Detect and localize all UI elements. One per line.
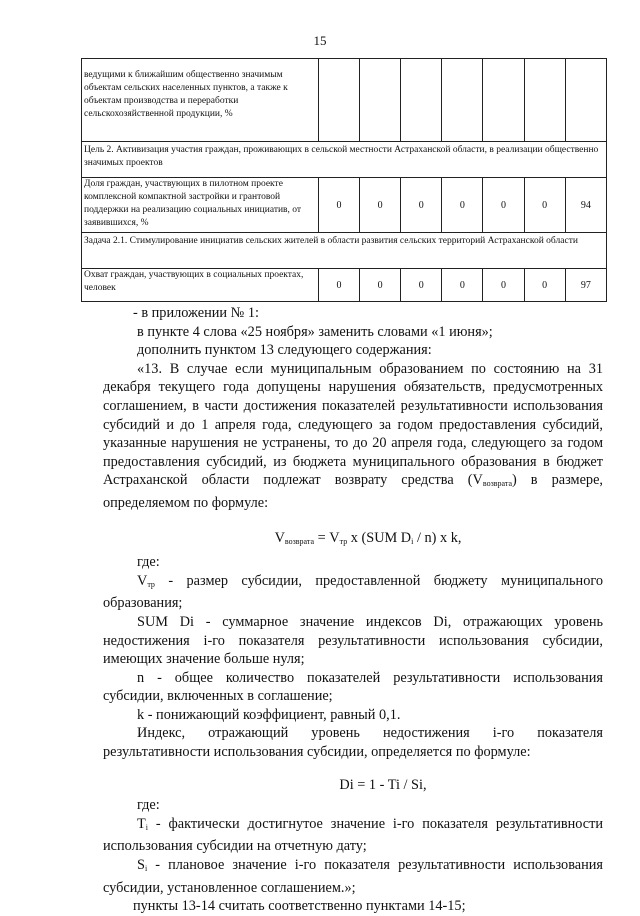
text-run: T	[137, 815, 146, 832]
formula-part: x (SUM D	[347, 529, 412, 546]
indicators-table	[81, 58, 607, 302]
table-cell: 0	[401, 269, 442, 302]
table-cell	[524, 59, 565, 142]
subscript: i	[411, 536, 414, 546]
formula-refund	[103, 529, 603, 552]
table-cell	[318, 59, 359, 142]
table-cell	[442, 59, 483, 142]
goal-heading: Цель 2. Активизация участия граждан, проживающих в сельской местности Астраханской области, в реализации общественно значимых проектов	[82, 142, 607, 178]
subscript: тр	[339, 536, 348, 546]
paragraph: пункты 13-14 считать соответственно пунктами 14-15;	[133, 898, 466, 915]
subscript: возврата	[482, 479, 512, 489]
paragraph: в пункте 4 слова «25 ноября» заменить словами «1 июня»;	[137, 323, 493, 340]
table-cell: 0	[524, 269, 565, 302]
table-cell	[483, 59, 524, 142]
paragraph	[103, 360, 603, 513]
paragraph: k - понижающий коэффициент, равный 0,1.	[137, 706, 401, 723]
paragraph	[103, 572, 603, 613]
formula-part: V	[274, 529, 285, 546]
table-cell: 97	[565, 269, 606, 302]
text-run: «13. В случае если муниципальным образованием по состоянию на 31 декабря текущего года допущены нарушения обязательств, предусмотренных соглашением, в части достижения показателей результативности использования субсидий и до 1 апреля года, следующего за годом предоставления субсидий, указанные нарушения не устранены, то до 20 апреля года, следующего за годом предоставления субсидий, из бюджета муниципального образования в бюджет Астраханской области подлежат возврату средства (V	[103, 360, 603, 489]
table-cell	[401, 59, 442, 142]
table-cell: 0	[360, 178, 401, 233]
indicator-label: ведущими к ближайшим общественно значимым объектам сельских населенных пунктов, а также к объектам производства и переработки сельскохозяйственной продукции, %	[82, 59, 319, 142]
paragraph	[103, 856, 603, 897]
paragraph: где:	[137, 554, 160, 571]
paragraph: n - общее количество показателей результативности использования субсидии, включенных в соглашение;	[103, 669, 603, 705]
formula-part: / n) x k,	[413, 529, 462, 546]
table-cell	[565, 59, 606, 142]
paragraph	[103, 815, 603, 856]
paragraph: Индекс, отражающий уровень недостижения i-го показателя результативности использования субсидии, определяется по формуле:	[103, 725, 603, 761]
table-cell: 94	[565, 178, 606, 233]
table-cell: 0	[318, 269, 359, 302]
text-run: S	[137, 857, 145, 874]
text-run: ) в размере, определяемом по формуле:	[103, 472, 603, 511]
paragraph: - в приложении № 1:	[133, 305, 259, 321]
formula-index: Di = 1 - Ti / Si,	[339, 776, 427, 793]
text-run: - фактически достигнутое значение i-го показателя результативности использования субсидии на отчетную дату;	[103, 815, 603, 855]
table-cell: 0	[401, 178, 442, 233]
task-heading: Задача 2.1. Стимулирование инициатив сельских жителей в области развития сельских территорий Астраханской области	[82, 233, 607, 269]
table-row	[82, 142, 607, 178]
table-cell: 0	[360, 269, 401, 302]
text-run: V	[137, 572, 148, 589]
paragraph: дополнить пунктом 13 следующего содержания:	[137, 342, 432, 359]
subscript: i	[145, 822, 148, 832]
table-cell: 0	[442, 178, 483, 233]
indicator-label: Охват граждан, участвующих в социальных проектах, человек	[82, 269, 319, 302]
page-number: 15	[313, 33, 327, 48]
table-cell	[360, 59, 401, 142]
table-row	[82, 59, 607, 142]
table-row	[82, 178, 607, 233]
table-cell: 0	[483, 178, 524, 233]
paragraph: SUM Di - суммарное значение индексов Di, отражающих уровень недостижения i-го показателя результативности использования субсидии, имеющих значение больше нуля;	[103, 613, 603, 668]
text-run: - плановое значение i-го показателя результативности использования субсидии, установленное соглашением.»;	[103, 857, 603, 896]
table-cell: 0	[442, 269, 483, 302]
indicator-label: Доля граждан, участвующих в пилотном проекте комплексной компактной застройки и грантовой поддержки на реализацию социальных инициатив, от заявившихся, %	[82, 178, 319, 233]
table-cell: 0	[318, 178, 359, 233]
subscript: тр	[147, 579, 155, 589]
table-cell: 0	[483, 269, 524, 302]
table-cell: 0	[524, 178, 565, 233]
table-row	[82, 233, 607, 269]
formula-part: = V	[314, 529, 340, 546]
document-body	[103, 304, 603, 916]
text-run: - размер субсидии, предоставленной бюджету муниципального образования;	[103, 572, 603, 612]
subscript: возврата	[284, 536, 315, 546]
table-row	[82, 269, 607, 302]
subscript: i	[144, 864, 148, 874]
paragraph: где:	[137, 797, 160, 814]
